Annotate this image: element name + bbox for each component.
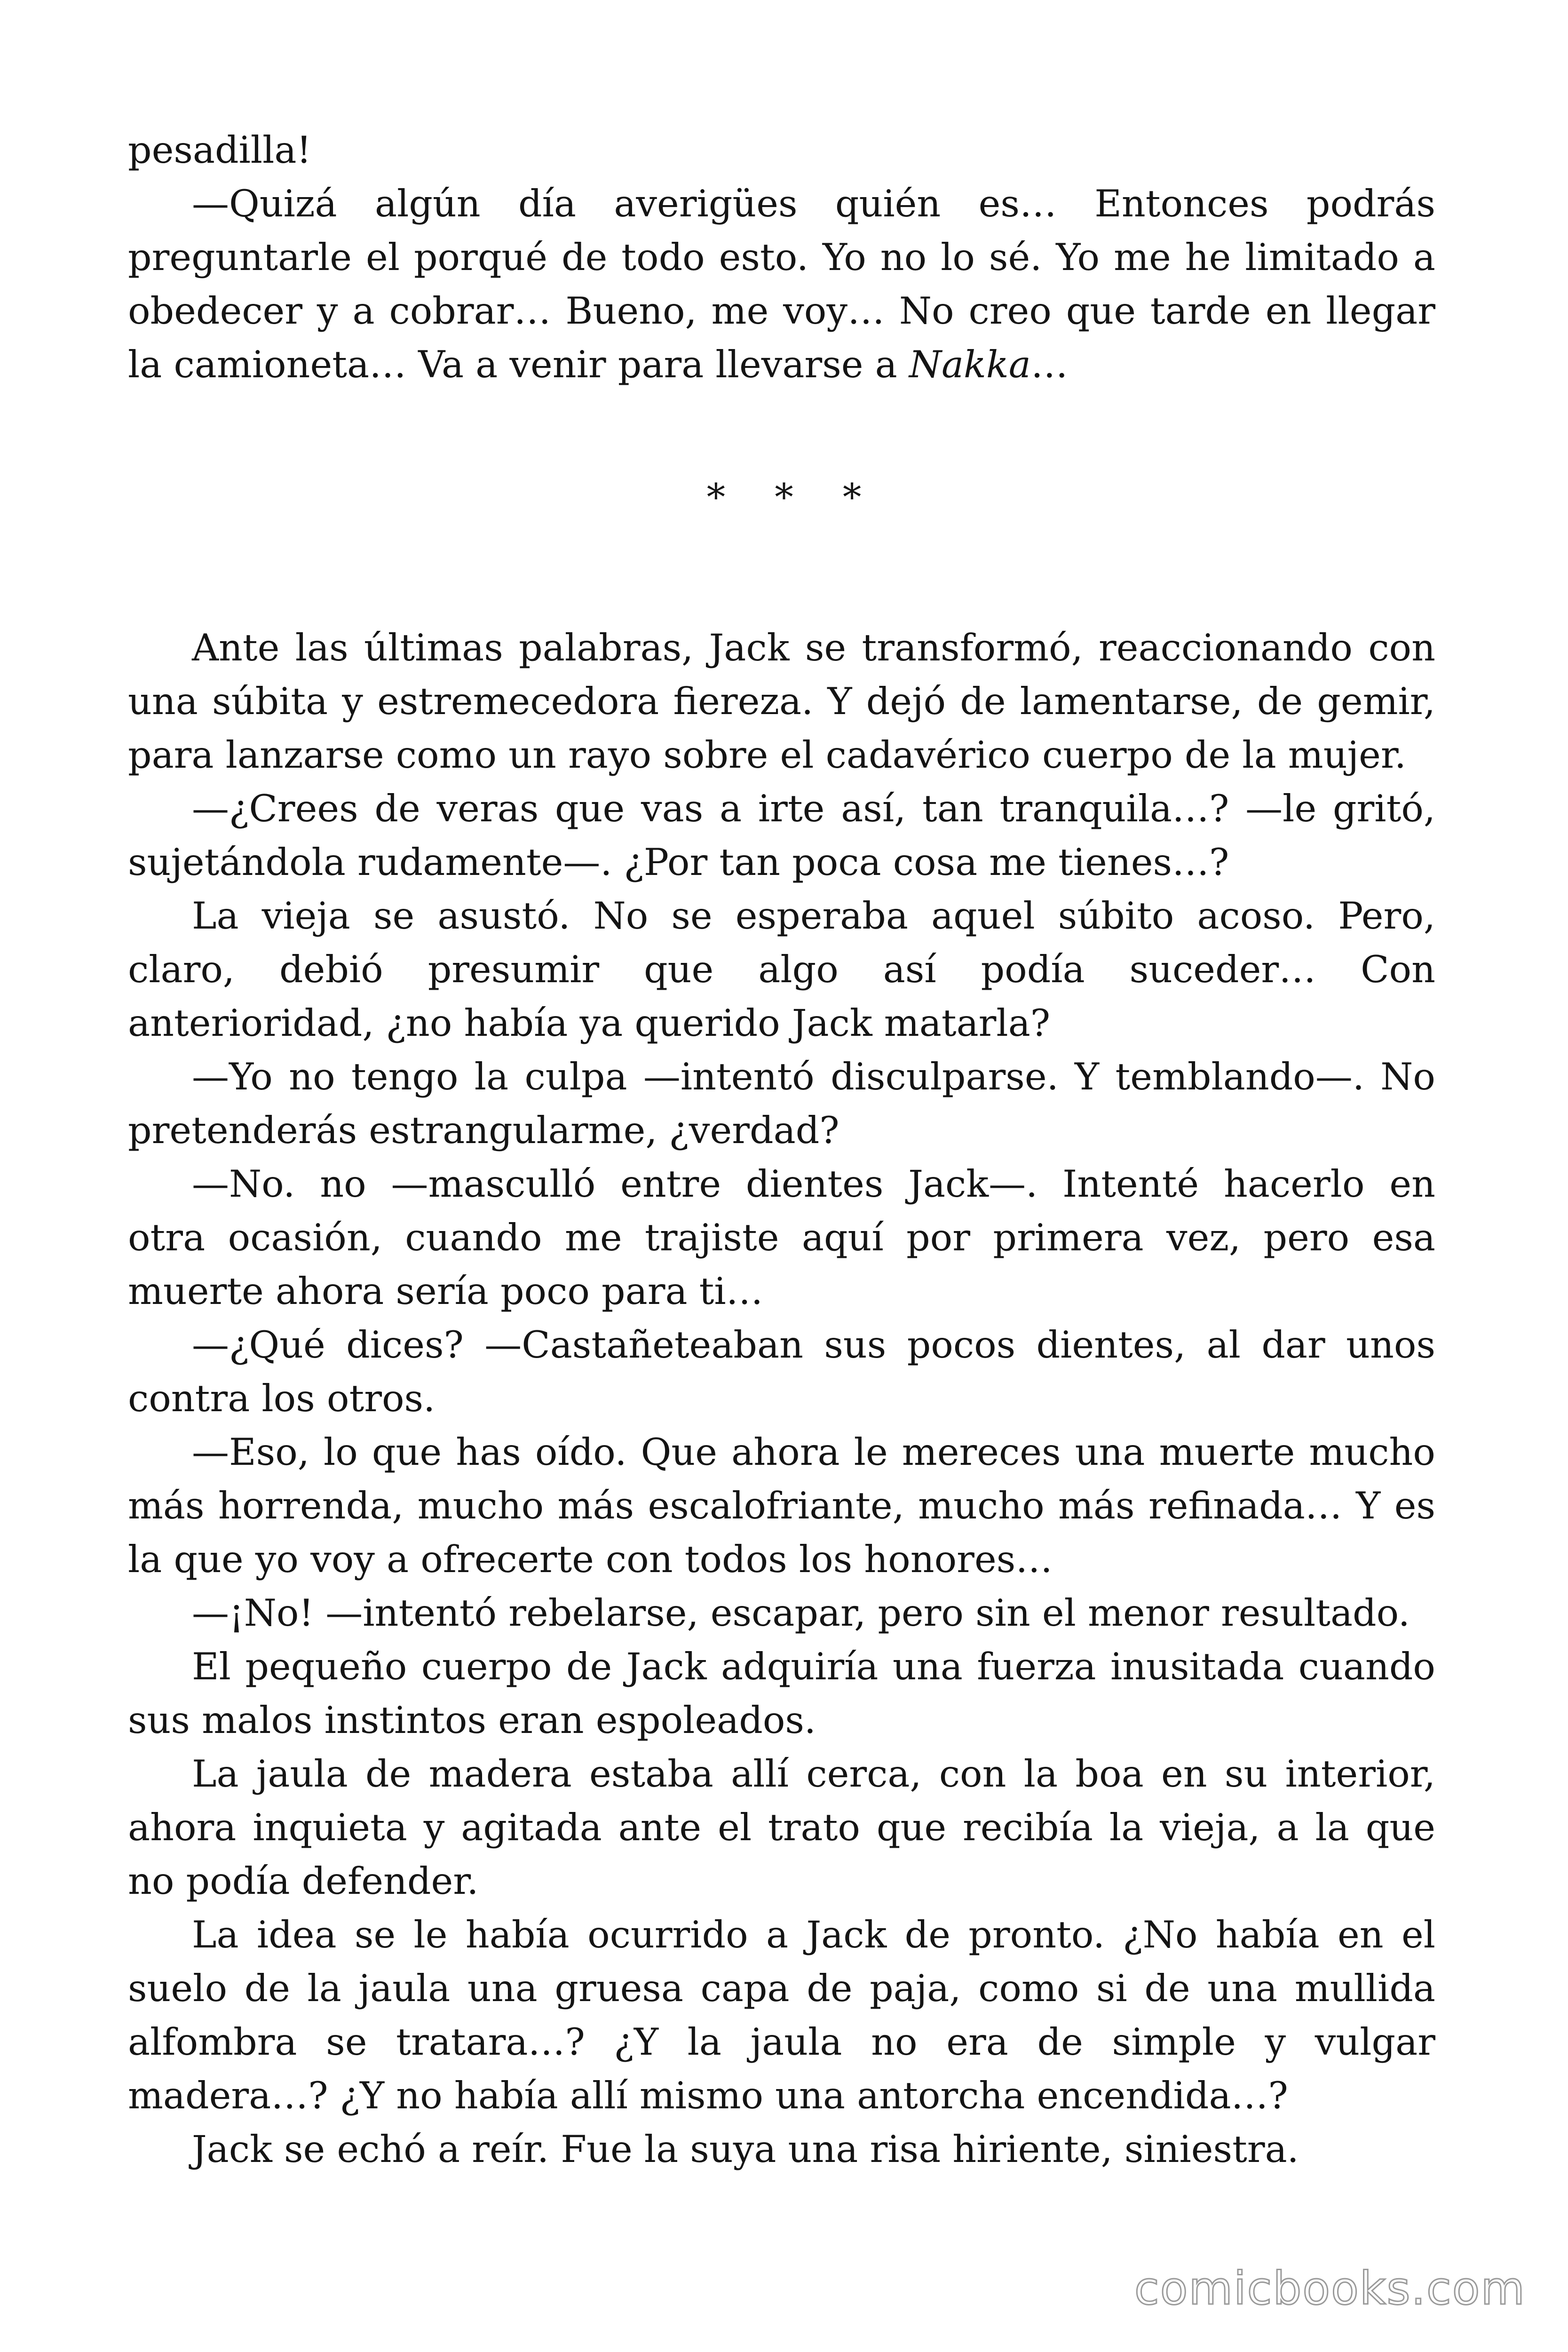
text-line: Ante las últimas palabras, Jack se transformó, reaccionando con <box>192 626 1435 669</box>
text-line: La vieja se asustó. No se esperaba aquel súbito acoso. Pero, <box>192 894 1435 938</box>
text-line: para lanzarse como un rayo sobre el cadavérico cuerpo de la mujer. <box>128 733 1407 777</box>
text-segment: … <box>1030 343 1068 386</box>
text-line: alfombra se tratara…? ¿Y la jaula no era de simple y vulgar <box>128 2020 1435 2064</box>
text-line: —¿Qué dices? —Castañeteaban sus pocos dientes, al dar unos <box>192 1323 1435 1367</box>
text-line: la que yo voy a ofrecerte con todos los honores… <box>128 1538 1053 1581</box>
text-line: otra ocasión, cuando me trajiste aquí por primera vez, pero esa <box>128 1216 1435 1259</box>
text-line: más horrenda, mucho más escalofriante, mucho más refinada… Y es <box>128 1484 1435 1527</box>
text-block-top <box>128 123 1435 391</box>
text-line: —Yo no tengo la culpa —intentó disculparse. Y temblando—. No <box>192 1055 1435 1098</box>
text-line: La idea se le había ocurrido a Jack de pronto. ¿No había en el <box>192 1913 1435 1956</box>
text-line: La jaula de madera estaba allí cerca, con la boa en su interior, <box>192 1752 1435 1796</box>
text-line: sus malos instintos eran espoleados. <box>128 1699 816 1742</box>
text-line: preguntarle el porqué de todo esto. Yo no lo sé. Yo me he limitado a <box>128 236 1435 279</box>
text-line: suelo de la jaula una gruesa capa de paja, como si de una mullida <box>128 1967 1435 2010</box>
text-line <box>128 338 1435 391</box>
italic-name: Nakka <box>909 343 1031 386</box>
text-line: —No. no —masculló entre dientes Jack—. Intenté hacerlo en <box>192 1162 1435 1206</box>
text-line: —Eso, lo que has oído. Que ahora le mereces una muerte mucho <box>192 1430 1435 1474</box>
text-line: muerte ahora sería poco para ti… <box>128 1270 763 1313</box>
text-line: obedecer y a cobrar… Bueno, me voy… No creo que tarde en llegar <box>128 289 1435 333</box>
text-segment: la camioneta… Va a venir para llevarse a <box>128 343 909 386</box>
text-line: El pequeño cuerpo de Jack adquiría una fuerza inusitada cuando <box>192 1645 1435 1688</box>
text-line: contra los otros. <box>128 1377 436 1420</box>
text-line: claro, debió presumir que algo así podía suceder… Con <box>128 948 1435 991</box>
text-line: ahora inquieta y agitada ante el trato que recibía la vieja, a la que <box>128 1806 1435 1849</box>
text-line: sujetándola rudamente—. ¿Por tan poca cosa me tienes…? <box>128 841 1229 884</box>
text-line: pesadilla! <box>128 128 312 172</box>
text-line: —Quizá algún día averigües quién es… Entonces podrás <box>192 182 1435 225</box>
text-block-main <box>128 621 1435 2176</box>
text-line: una súbita y estremecedora fiereza. Y dejó de lamentarse, de gemir, <box>128 680 1435 723</box>
scene-break: * * * <box>706 476 880 519</box>
text-line: pretenderás estrangularme, ¿verdad? <box>128 1109 839 1152</box>
text-line: madera…? ¿Y no había allí mismo una antorcha encendida…? <box>128 2074 1288 2117</box>
text-line: —¿Crees de veras que vas a irte así, tan tranquila…? —le gritó, <box>192 787 1435 830</box>
text-line: no podía defender. <box>128 1859 479 1903</box>
text-line: —¡No! —intentó rebelarse, escapar, pero sin el menor resultado. <box>192 1591 1410 1635</box>
text-line: anterioridad, ¿no había ya querido Jack matarla? <box>128 1001 1051 1045</box>
watermark-logo: comicbooks.com <box>1134 2262 1526 2315</box>
text-line: Jack se echó a reír. Fue la suya una risa hiriente, siniestra. <box>192 2128 1299 2171</box>
